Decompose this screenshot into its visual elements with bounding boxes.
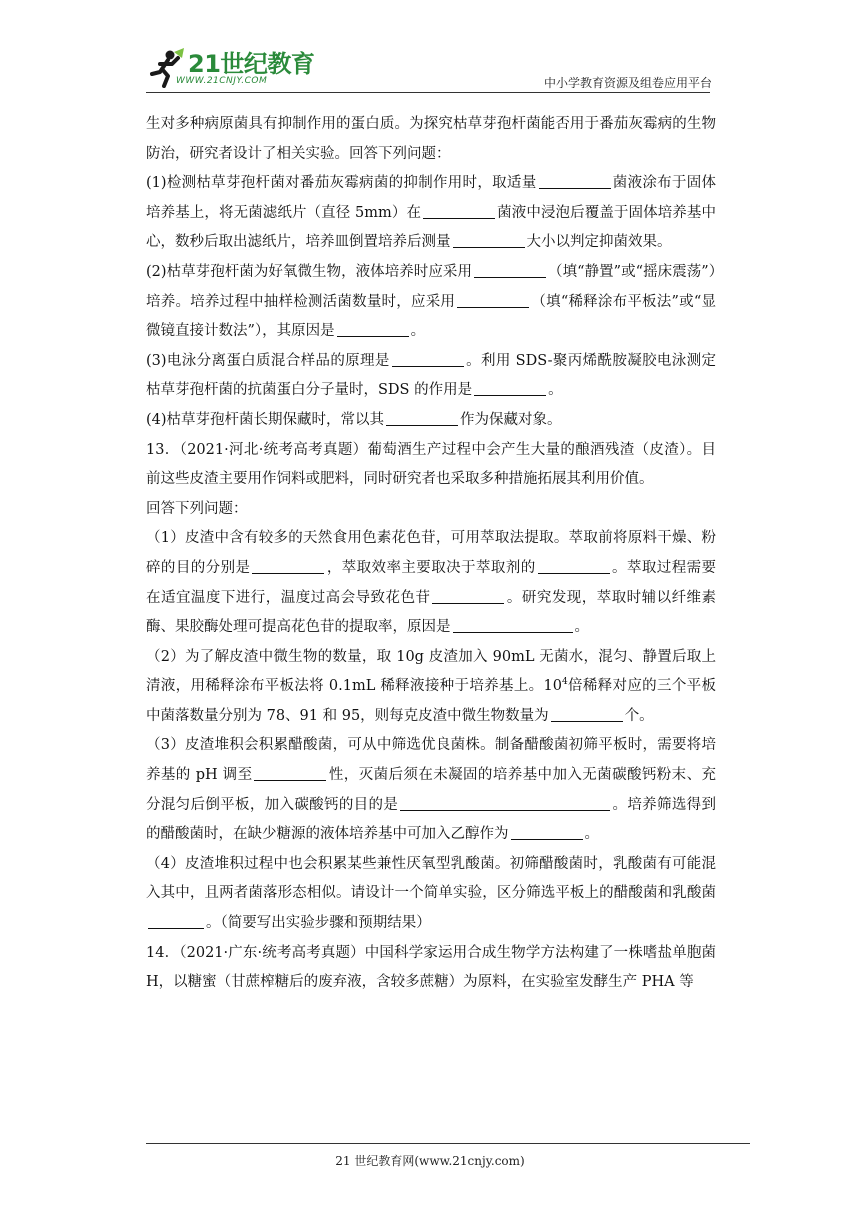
answer-blank[interactable] [423, 204, 495, 219]
question-12-4: (4)枯草芽孢杆菌长期保藏时，常以其 作为保藏对象。 [146, 411, 562, 428]
header-divider [146, 92, 710, 93]
answer-blank[interactable] [474, 381, 546, 396]
header-platform-text: 中小学教育资源及组卷应用平台 [543, 76, 712, 90]
answer-blank[interactable] [392, 352, 464, 367]
answer-blank[interactable] [511, 825, 583, 840]
answer-blank[interactable] [453, 618, 573, 633]
question-14: 14．（2021·广东·统考高考真题）中国科学家运用合成生物学方法构建了一株嗜盐单胞菌 H，以糖蜜（甘蔗榨糖后的废弃液，含较多蔗糖）为原料，在实验室发酵生产 PHA 等 [146, 944, 716, 991]
answer-blank[interactable] [400, 796, 610, 811]
answer-blank[interactable] [148, 914, 204, 929]
question-13-prompt: 回答下列问题： [146, 500, 248, 517]
question-12-2: (2)枯草芽孢杆菌为好氧微生物，液体培养时应采用 （填“静置”或“摇床震荡”）培养。培养过程中抽样检测活菌数量时，应采用 （填“稀释涂布平板法”或“显微镜直接计数法”），其原因是 。 [146, 263, 716, 340]
question-13-3: （3）皮渣堆积会积累醋酸菌，可从中筛选优良菌株。制备醋酸菌初筛平板时，需要将培养基的 pH 调至 性，灭菌后须在未凝固的培养基中加入无菌碳酸钙粉末、充分混匀后倒平板，加入碳酸钙的目的是 。培养筛选得到的醋酸菌时，在缺少糖源的液体培养基中可加入乙醇作为 。 [146, 737, 717, 843]
logo-text: 21世纪教育 [188, 50, 315, 78]
answer-blank[interactable] [432, 589, 504, 604]
document-body [146, 110, 716, 998]
answer-blank[interactable] [538, 559, 610, 574]
answer-blank[interactable] [453, 233, 525, 248]
page-footer[interactable]: 21 世纪教育网(www.21cnjy.com) [335, 1154, 525, 1168]
answer-blank[interactable] [551, 707, 623, 722]
question-12-3: (3)电泳分离蛋白质混合样品的原理是 。利用 SDS-聚丙烯酰胺凝胶电泳测定枯草芽孢杆菌的抗菌蛋白分子量时，SDS 的作用是 。 [146, 352, 716, 399]
answer-blank[interactable] [252, 559, 324, 574]
paragraph-intro: 生对多种病原菌具有抑制作用的蛋白质。为探究枯草芽孢杆菌能否用于番茄灰霉病的生物防治，研究者设计了相关实验。回答下列问题： [146, 116, 716, 162]
question-12-1: (1)检测枯草芽孢杆菌对番茄灰霉病菌的抑制作用时，取适量 菌液涂布于固体培养基上，将无菌滤纸片（直径 5mm）在 菌液中浸泡后覆盖于固体培养基中心，数秒后取出滤纸片，培养皿倒置培养后测量 大小以判定抑菌效果。 [146, 175, 717, 251]
answer-blank[interactable] [474, 263, 546, 278]
footer-divider [146, 1143, 750, 1144]
answer-blank[interactable] [386, 411, 458, 426]
question-13-heading: 13．（2021·河北·统考高考真题）葡萄酒生产过程中会产生大量的酿酒残渣（皮渣）。目前这些皮渣主要用作饲料或肥料，同时研究者也采取多种措施拓展其利用价值。 [146, 441, 716, 488]
logo-url: WWW.21CNJY.COM [176, 76, 268, 86]
question-13-4: （4）皮渣堆积过程中也会积累某些兼性厌氧型乳酸菌。初筛醋酸菌时，乳酸菌有可能混入其中，且两者菌落形态相似。请设计一个简单实验，区分筛选平板上的醋酸菌和乳酸菌。（简要写出实验步骤和预期结果） [146, 855, 716, 932]
answer-blank[interactable] [457, 293, 529, 308]
answer-blank[interactable] [337, 322, 409, 337]
site-logo[interactable] [146, 44, 326, 94]
question-13-2: （2）为了解皮渣中微生物的数量，取 10g 皮渣加入 90mL 无菌水，混匀、静置后取上清液，用稀释涂布平板法将 0.1mL 稀释液接种于培养基上。$10^4$倍稀释对应的三个平板中菌落数量分别为 78、91 和 95，则每克皮渣中微生物数量为 个。 [146, 648, 717, 724]
answer-blank[interactable] [539, 174, 611, 189]
question-13-1: （1）皮渣中含有较多的天然食用色素花色苷，可用萃取法提取。萃取前将原料干燥、粉碎的目的分别是 ，萃取效率主要取决于萃取剂的 。萃取过程需要在适宜温度下进行，温度过高会导致花色苷 。研究发现，萃取时辅以纤维素酶、果胶酶处理可提高花色苷的提取率，原因是 。 [146, 530, 717, 636]
page-header [0, 0, 860, 100]
answer-blank[interactable] [254, 766, 326, 781]
